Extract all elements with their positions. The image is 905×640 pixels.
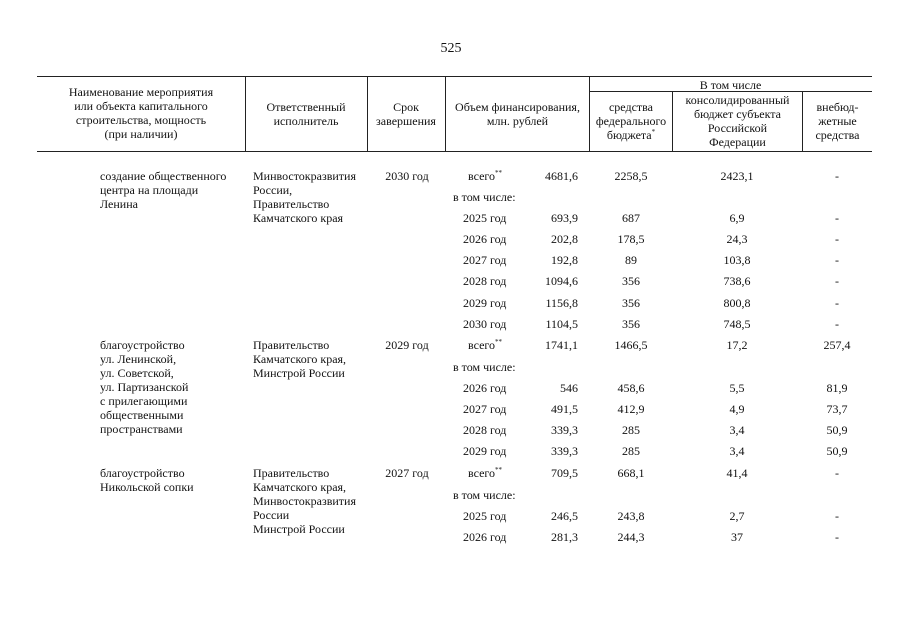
cell-offbudget: - xyxy=(835,169,839,183)
cell-federal: 412,9 xyxy=(617,402,645,416)
header-line: федерального xyxy=(595,114,667,128)
footnote-mark: ** xyxy=(495,169,503,177)
cell-regional: 24,3 xyxy=(726,232,748,246)
cell-regional: 17,2 xyxy=(726,338,748,352)
header-line: Объем финансирования, xyxy=(455,100,580,114)
cell-amount: 1104,5 xyxy=(545,317,578,331)
executor-line: Камчатского края, xyxy=(253,352,347,366)
cell-year: 2025 год xyxy=(463,211,507,225)
cell-federal: 687 xyxy=(622,211,640,225)
name-line: ул. Ленинской, xyxy=(100,352,177,366)
section-3-name xyxy=(100,466,194,494)
cell-amount: 192,8 xyxy=(551,253,578,267)
header-line xyxy=(590,128,672,142)
cell-federal: 668,1 xyxy=(617,466,645,480)
header-line: завершения xyxy=(376,114,436,128)
header-col-deadline xyxy=(370,100,442,128)
header-col-name xyxy=(40,85,242,141)
cell-offbudget: - xyxy=(835,530,839,544)
cell-regional: 4,9 xyxy=(729,402,745,416)
name-line: благоустройство xyxy=(100,466,185,480)
cell-year: 2029 год xyxy=(463,444,507,458)
table-top-rule xyxy=(37,76,872,77)
including-label: в том числе: xyxy=(453,488,516,502)
header-line: бюджет субъекта xyxy=(693,107,781,121)
executor-line: России xyxy=(253,508,290,522)
cell-federal: 285 xyxy=(622,444,640,458)
name-line: создание общественного xyxy=(100,169,227,183)
cell-amount: 491,5 xyxy=(551,402,578,416)
executor-line: Минстрой России xyxy=(253,522,345,536)
header-line: Федерации xyxy=(709,135,766,149)
name-line: общественными xyxy=(100,408,184,422)
cell-regional: 748,5 xyxy=(723,317,751,331)
cell-year: 2026 год xyxy=(463,232,507,246)
executor-line: Минвостокразвития xyxy=(253,169,356,183)
cell-amount: 1094,6 xyxy=(545,274,578,288)
header-line: Срок xyxy=(393,100,419,114)
cell-offbudget: 81,9 xyxy=(826,381,848,395)
cell-amount: 281,3 xyxy=(551,530,578,544)
cell-federal: 178,5 xyxy=(617,232,645,246)
header-line: внебюд- xyxy=(816,100,859,114)
section-2-name xyxy=(100,338,188,436)
header-col-federal xyxy=(590,100,672,142)
including-label: в том числе: xyxy=(453,360,516,374)
section-1-deadline: 2030 год xyxy=(385,169,429,183)
name-line: ул. Партизанской xyxy=(100,380,189,394)
cell-regional: 3,4 xyxy=(729,423,745,437)
total-text: всего xyxy=(468,338,496,352)
header-line-text: бюджета xyxy=(606,128,652,142)
cell-federal: 2258,5 xyxy=(614,169,648,183)
cell-offbudget: 50,9 xyxy=(826,444,848,458)
total-label xyxy=(468,338,502,352)
cell-regional: 37 xyxy=(731,530,743,544)
cell-federal: 356 xyxy=(622,296,640,310)
page-number: 525 xyxy=(440,41,462,56)
cell-offbudget: - xyxy=(835,274,839,288)
cell-federal: 1466,5 xyxy=(614,338,648,352)
executor-line: Камчатского края xyxy=(253,211,344,225)
header-line: консолидированный xyxy=(685,93,790,107)
cell-offbudget: - xyxy=(835,232,839,246)
cell-offbudget: 257,4 xyxy=(823,338,851,352)
cell-federal: 244,3 xyxy=(617,530,645,544)
cell-amount: 1156,8 xyxy=(545,296,578,310)
col-divider xyxy=(367,76,368,151)
cell-amount: 246,5 xyxy=(551,509,578,523)
header-line: средства xyxy=(608,100,653,114)
name-line: с прилегающими xyxy=(100,394,188,408)
header-line: средства xyxy=(815,128,860,142)
cell-year: 2027 год xyxy=(463,253,507,267)
cell-federal: 89 xyxy=(625,253,637,267)
executor-line: Правительство xyxy=(253,338,330,352)
executor-line: Правительство xyxy=(253,466,330,480)
section-3-deadline: 2027 год xyxy=(385,466,429,480)
cell-year: 2026 год xyxy=(463,381,507,395)
col-divider xyxy=(245,76,246,151)
header-col-volume xyxy=(446,100,589,128)
cell-amount: 339,3 xyxy=(551,423,578,437)
section-2-deadline: 2029 год xyxy=(385,338,429,352)
footnote-mark: ** xyxy=(495,466,503,474)
header-col-offbudget xyxy=(803,100,872,142)
cell-regional: 5,5 xyxy=(729,381,745,395)
cell-regional: 6,9 xyxy=(729,211,745,225)
cell-federal: 356 xyxy=(622,317,640,331)
section-1-name xyxy=(100,169,226,211)
header-line: строительства, мощность xyxy=(75,113,207,127)
name-line: ул. Советской, xyxy=(100,366,174,380)
cell-regional: 800,8 xyxy=(723,296,751,310)
header-line: жетные xyxy=(818,114,857,128)
cell-federal: 458,6 xyxy=(617,381,645,395)
cell-regional: 41,4 xyxy=(726,466,748,480)
cell-regional: 103,8 xyxy=(723,253,751,267)
cell-amount: 546 xyxy=(560,381,578,395)
header-line: Российской xyxy=(707,121,768,135)
cell-amount: 709,5 xyxy=(551,466,578,480)
name-line: благоустройство xyxy=(100,338,185,352)
total-label xyxy=(468,466,502,480)
section-2-executor xyxy=(253,338,346,380)
cell-year: 2028 год xyxy=(463,274,507,288)
cell-federal: 285 xyxy=(622,423,640,437)
cell-offbudget: - xyxy=(835,296,839,310)
header-line: Ответственный xyxy=(266,100,346,114)
cell-amount: 202,8 xyxy=(551,232,578,246)
name-line: Никольской сопки xyxy=(100,480,194,494)
executor-line: Камчатского края, xyxy=(253,480,347,494)
header-line: млн. рублей xyxy=(486,114,549,128)
name-line: Ленина xyxy=(100,197,138,211)
header-line: (при наличии) xyxy=(104,127,178,141)
including-label: в том числе: xyxy=(453,190,516,204)
cell-year: 2030 год xyxy=(463,317,507,331)
header-bottom-rule xyxy=(37,151,872,152)
cell-offbudget: - xyxy=(835,253,839,267)
cell-amount: 4681,6 xyxy=(545,169,578,183)
cell-amount: 339,3 xyxy=(551,444,578,458)
cell-amount: 693,9 xyxy=(551,211,578,225)
cell-year: 2027 год xyxy=(463,402,507,416)
cell-offbudget: 50,9 xyxy=(826,423,848,437)
header-line: Наименование мероприятия xyxy=(68,85,214,99)
header-group-label: В том числе xyxy=(699,78,762,92)
cell-regional: 3,4 xyxy=(729,444,745,458)
footnote-mark: ** xyxy=(495,338,503,346)
cell-amount: 1741,1 xyxy=(545,338,578,352)
cell-offbudget: - xyxy=(835,466,839,480)
cell-year: 2026 год xyxy=(463,530,507,544)
cell-regional: 2,7 xyxy=(729,509,745,523)
cell-federal: 243,8 xyxy=(617,509,645,523)
header-line: или объекта капитального xyxy=(74,99,208,113)
total-text: всего xyxy=(468,169,496,183)
cell-regional: 2423,1 xyxy=(720,169,754,183)
cell-year: 2029 год xyxy=(463,296,507,310)
cell-offbudget: 73,7 xyxy=(826,402,848,416)
footnote-mark: * xyxy=(651,128,656,136)
cell-year: 2028 год xyxy=(463,423,507,437)
header-line: исполнитель xyxy=(273,114,339,128)
total-label xyxy=(468,169,502,183)
cell-year: 2025 год xyxy=(463,509,507,523)
executor-line: Минвостокразвития xyxy=(253,494,356,508)
name-line: центра на площади xyxy=(100,183,199,197)
cell-offbudget: - xyxy=(835,317,839,331)
cell-offbudget: - xyxy=(835,509,839,523)
header-col-regional xyxy=(673,93,802,149)
cell-offbudget: - xyxy=(835,211,839,225)
executor-line: России, xyxy=(253,183,293,197)
header-col-executor xyxy=(248,100,364,128)
cell-regional: 738,6 xyxy=(723,274,751,288)
cell-federal: 356 xyxy=(622,274,640,288)
name-line: пространствами xyxy=(100,422,183,436)
total-text: всего xyxy=(468,466,496,480)
section-3-executor xyxy=(253,466,356,536)
executor-line: Минстрой России xyxy=(253,366,345,380)
section-1-executor xyxy=(253,169,356,225)
executor-line: Правительство xyxy=(253,197,330,211)
